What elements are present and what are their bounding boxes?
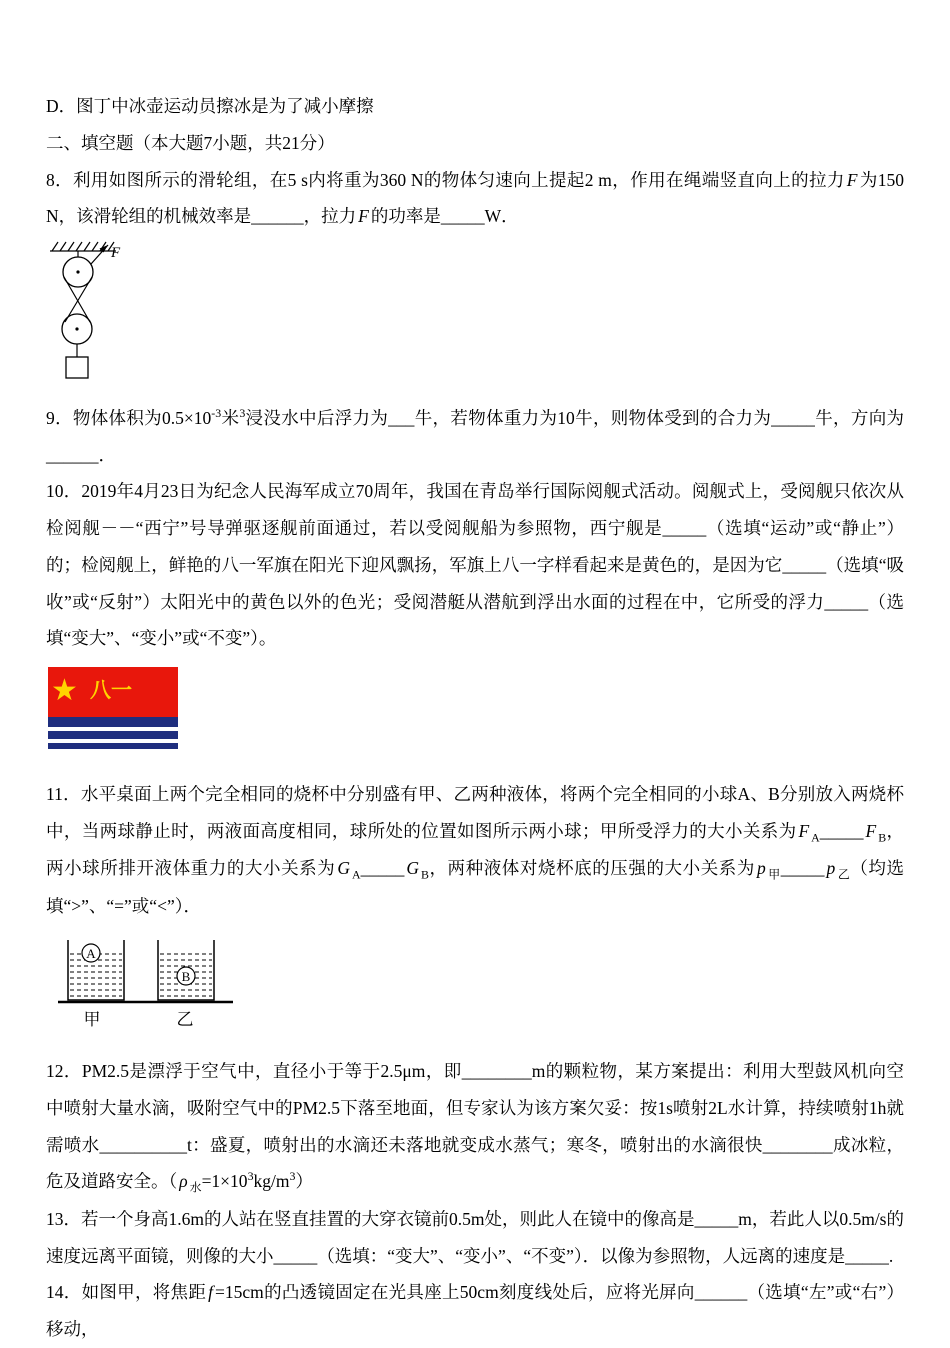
subscript: B [420,867,429,882]
pulley-figure [48,239,904,394]
movable-pulley-axle [75,327,78,330]
text-segment: 8．利用如图所示的滑轮组，在5 s内将重为360 N的物体匀速向上提起2 m，作用在绳端竖直向上的拉力 [46,169,845,190]
italic-symbol-rho: ρ [179,1171,188,1192]
ball-a-label: A [86,946,96,962]
section-header: 二、填空题（本大题7小题，共21分） [46,132,335,153]
star-icon: ★ [51,674,78,707]
subscript: 甲 [767,867,781,882]
question-11 [46,776,904,925]
superscript: 3 [247,1169,254,1184]
text-segment: _____ [780,858,825,878]
text-segment: 为150 N，该滑轮组的机械效率是______，拉力 [46,169,904,227]
beaker-left-label: 甲 [83,1010,101,1030]
superscript: 3 [239,405,246,420]
subscript: B [878,830,887,844]
pla-flag-figure [48,667,904,762]
italic-symbol-f: f [208,1282,214,1303]
question-12 [46,1053,904,1201]
italic-symbol-F: F [358,206,369,227]
italic-symbol-F: F [846,169,858,190]
text-segment: 米 [221,407,240,428]
text-segment: _____ [360,858,405,878]
flag-stripe-navy [48,717,178,727]
flag-stripe-navy [48,743,178,749]
ball-b-label: B [181,969,191,985]
beaker-right-label: 乙 [176,1010,194,1030]
text-segment: 9．物体体积为0.5×10 [46,407,212,428]
question-14 [46,1274,904,1348]
flag-characters: 八一 [90,678,132,702]
question-9 [46,400,904,474]
text-segment: _____ [819,820,864,841]
weight-box [66,357,88,378]
question-13: 13．若一个身高1.6m的人站在竖直挂置的大穿衣镜前0.5m处，则此人在镜中的像高是_____m，若此人以0.5m/s的速度远离平面镜，则像的大小_____（选填：“变大”、“变小”、“不变”）．以像为参照物，人远离的速度是_____. [46,1208,904,1266]
subscript: 乙 [837,867,851,882]
text-segment: =1×10 [201,1171,248,1192]
subscript: 水 [189,1180,202,1195]
text-segment: 浸没水中后浮力为___牛，若物体重力为10牛，则物体受到的合力为_____牛，方向为______． [46,407,905,465]
subscript: A [351,867,361,882]
italic-symbol-p: p [756,858,766,878]
italic-symbol-F: F [798,820,810,841]
beakers-diagram [58,934,233,1032]
rope-strand [64,277,90,322]
text-segment: kg/m [253,1171,290,1192]
italic-symbol-F: F [865,820,877,841]
italic-symbol-p: p [826,858,836,878]
italic-symbol-G: G [337,858,350,878]
text-segment: 12．PM2.5是漂浮于空气中，直径小于等于2.5μm，即________m的颗粒物，某方案提出：利用大型鼓风机向空中喷射大量水滴，吸附空气中的PM2.5下落至地面，但专家认为该方案欠妥：按1s喷射2L水计算，持续喷射1h就需喷水__________t：盛夏，喷射出的水滴还未落地就变成水蒸气；寒冬，喷射出的水滴很快________成冰粒，危及道路安全。（ [46,1061,904,1192]
question-8 [46,162,904,236]
text-segment: ） [295,1171,313,1192]
fixed-pulley-axle [76,270,79,273]
pla-flag [48,667,178,749]
text-segment: 的功率是_____W． [370,206,519,227]
text-segment: 14．如图甲，将焦距 [46,1282,207,1303]
subscript: A [811,830,820,844]
text-segment: ，两小球所排开液体重力的大小关系为 [46,820,905,878]
pulley-diagram [48,239,160,381]
force-label: F [111,245,121,261]
flag-stripe-navy [48,731,178,739]
superscript: -3 [211,405,222,420]
beakers-figure [58,934,904,1045]
question-10: 10．2019年4月23日为纪念人民海军成立70周年，我国在青岛举行国际阅舰式活动。阅舰式上，受阅舰只依次从检阅舰－－“西宁”号导弹驱逐舰前面通过，若以受阅舰船为参照物，西宁舰是_____（选填“运动”或“静止”）的；检阅舰上，鲜艳的八一军旗在阳光下迎风飘扬，军旗上八一字样看起来是黄色的，是因为它_____（选填“吸收”或“反射”）太阳光中的黄色以外的色光；受阅潜艇从潜航到浮出水面的过程在中，它所受的浮力_____（选填“变大”、“变小”或“不变”）。 [46,481,904,649]
text-segment: ，两种液体对烧杯底的压强的大小关系为 [428,858,755,878]
text-segment: （均选填“>”、“=”或“<”）． [46,858,904,916]
text-segment: 11．水平桌面上两个完全相同的烧杯中分别盛有甲、乙两种液体，将两个完全相同的小球A、B分别放入两烧杯中，当两球静止时，两液面高度相同，球所处的位置如图所示两小球；甲所受浮力的大小关系为 [46,783,904,841]
italic-symbol-G: G [406,858,419,878]
flag-stripe-white [48,727,178,731]
option-d: D．图丁中冰壶运动员擦冰是为了减小摩擦 [46,96,374,116]
text-segment: =15cm的凸透镜固定在光具座上50cm刻度线处后，应将光屏向______（选填“左”或“右”）移动， [46,1282,905,1339]
superscript: 3 [289,1169,296,1184]
flag-stripe-white [48,739,178,743]
